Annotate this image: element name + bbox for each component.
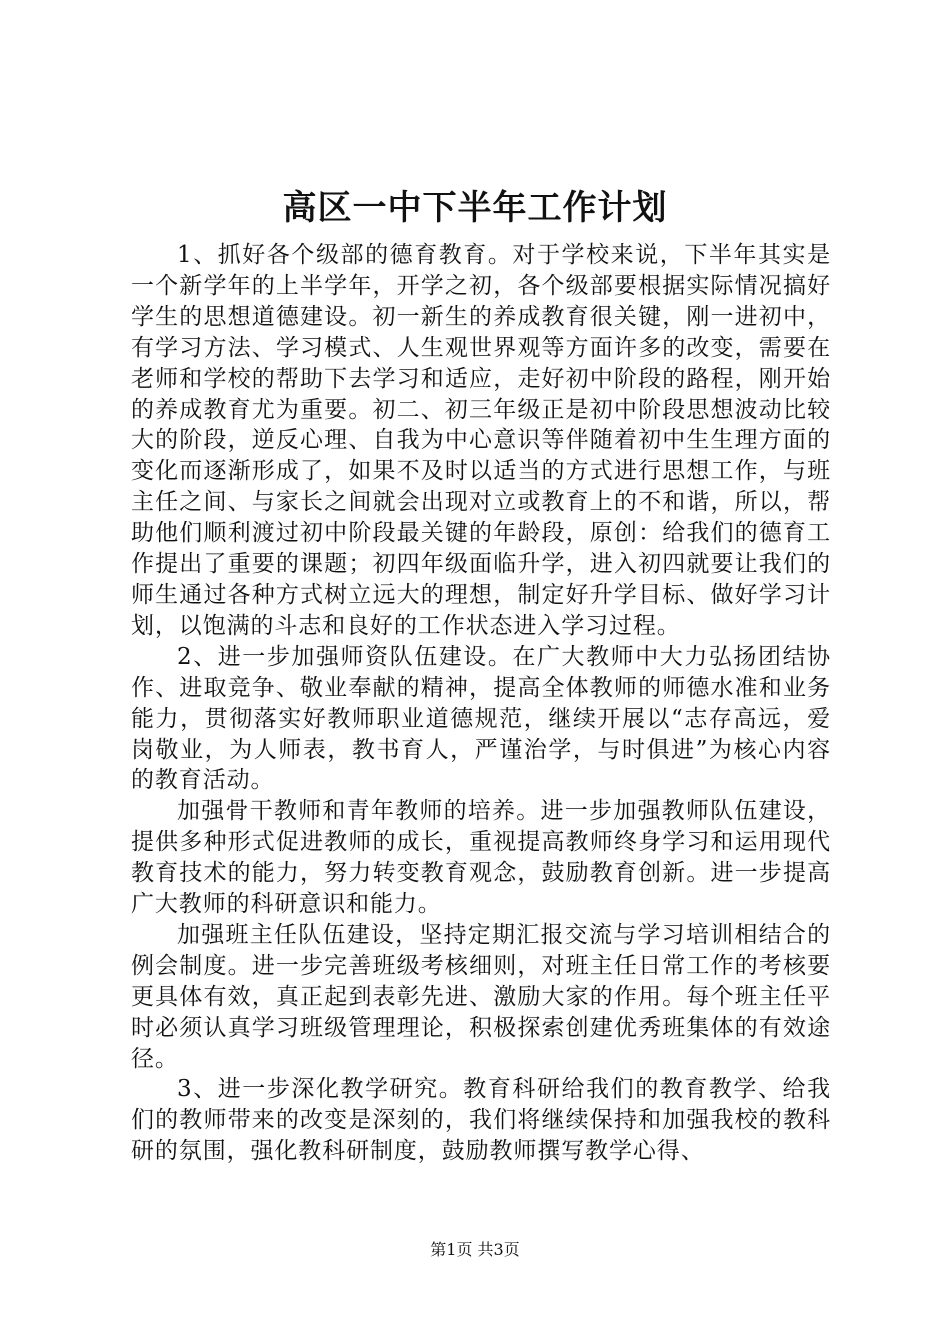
paragraph-teacher-team: 2、进一步加强师资队伍建设。在广大教师中大力弘扬团结协作、进取竞争、敬业奉献的精神，提高全体教师的师德水准和业务能力，贯彻落实好教师职业道德规范，继续开展以“志存高远，爱岗敬业，为人师表，教书育人，严谨治学，与时俱进”为核心内容的教育活动。 [131, 643, 831, 794]
page-number-footer: 第1页 共3页 [430, 1240, 520, 1259]
document-title: 高区一中下半年工作计划 [282, 188, 668, 228]
document-body [131, 240, 831, 1167]
paragraph-moral-education: 1、抓好各个级部的德育教育。对于学校来说，下半年其实是一个新学年的上半学年，开学之初，各个级部要根据实际情况搞好学生的思想道德建设。初一新生的养成教育很关键，刚一进初中，有学习方法、学习模式、人生观世界观等方面许多的改变，需要在老师和学校的帮助下去学习和适应，走好初中阶段的路程，刚开始的养成教育尤为重要。初二、初三年级正是初中阶段思想波动比较大的阶段，逆反心理、自我为中心意识等伴随着初中生生理方面的变化而逐渐形成了，如果不及时以适当的方式进行思想工作，与班主任之间、与家长之间就会出现对立或教育上的不和谐，所以，帮助他们顺利渡过初中阶段最关键的年龄段，原创：给我们的德育工作提出了重要的课题；初四年级面临升学，进入初四就要让我们的师生通过各种方式树立远大的理想，制定好升学目标、做好学习计划，以饱满的斗志和良好的工作状态进入学习过程。 [131, 242, 831, 639]
paragraph-head-teachers: 加强班主任队伍建设，坚持定期汇报交流与学习培训相结合的例会制度。进一步完善班级考核细则，对班主任日常工作的考核要更具体有效，真正起到表彰先进、激励大家的作用。每个班主任平时必须认真学习班级管理理论，积极探索创建优秀班集体的有效途径。 [131, 921, 831, 1072]
paragraph-backbone-teachers: 加强骨干教师和青年教师的培养。进一步加强教师队伍建设，提供多种形式促进教师的成长，重视提高教师终身学习和运用现代教育技术的能力，努力转变教育观念，鼓励教育创新。进一步提高广大教师的科研意识和能力。 [131, 798, 831, 918]
paragraph-teaching-research: 3、进一步深化教学研究。教育科研给我们的教育教学、给我们的教师带来的改变是深刻的，我们将继续保持和加强我校的教科研的氛围，强化教科研制度，鼓励教师撰写教学心得、 [131, 1076, 831, 1165]
